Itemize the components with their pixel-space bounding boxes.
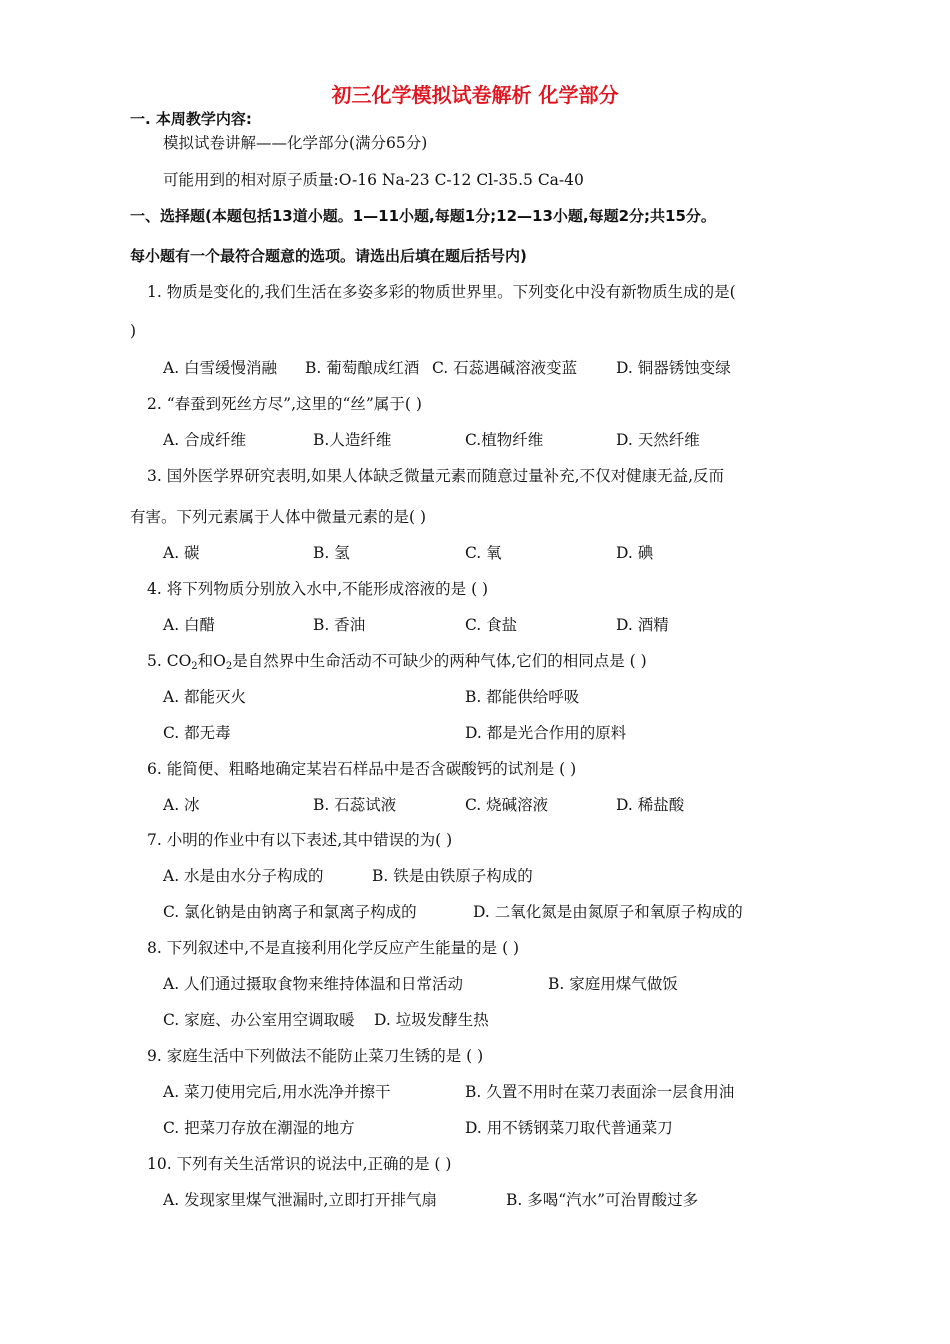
option-d: D. 用不锈钢菜刀取代普通菜刀 xyxy=(465,1119,673,1137)
option-c: C. 把菜刀存放在潮湿的地方 xyxy=(163,1119,355,1137)
question-stem: 10. 下列有关生活常识的说法中,正确的是 ( ) xyxy=(147,1155,452,1173)
question-stem: 3. 国外医学界研究表明,如果人体缺乏微量元素而随意过量补充,不仅对健康无益,反而 xyxy=(147,467,724,485)
option-a: A. 人们通过摄取食物来维持体温和日常活动 xyxy=(163,975,464,993)
option-c: C.植物纤维 xyxy=(465,431,544,449)
option-b: B. 葡萄酿成红酒 xyxy=(305,359,420,377)
atomic-mass-note: 可能用到的相对原子质量:O-16 Na-23 C-12 Cl-35.5 Ca-40 xyxy=(163,171,584,189)
option-b: B. 都能供给呼吸 xyxy=(465,688,580,706)
option-b: B. 香油 xyxy=(313,616,366,634)
option-d: D. 二氧化氮是由氮原子和氧原子构成的 xyxy=(473,903,743,921)
page-title: 初三化学模拟试卷解析 化学部分 xyxy=(331,83,619,107)
option-a: A. 冰 xyxy=(163,796,200,814)
option-c: C. 食盐 xyxy=(465,616,518,634)
question-stem: 2. “春蚕到死丝方尽”,这里的“丝”属于( ) xyxy=(147,395,422,413)
option-b: B. 石蕊试液 xyxy=(313,796,397,814)
option-a: A. 都能灭火 xyxy=(163,688,247,706)
question-stem-cont: 有害。下列元素属于人体中微量元素的是( ) xyxy=(130,508,427,526)
question-stem: 9. 家庭生活中下列做法不能防止菜刀生锈的是 ( ) xyxy=(147,1047,484,1065)
option-b: B.人造纤维 xyxy=(313,431,392,449)
option-a: A. 白雪缓慢消融 xyxy=(163,359,278,377)
question-stem: 1. 物质是变化的,我们生活在多姿多彩的物质世界里。下列变化中没有新物质生成的是( xyxy=(147,283,736,301)
option-a: A. 合成纤维 xyxy=(163,431,247,449)
option-a: A. 白醋 xyxy=(163,616,216,634)
option-d: D. 碘 xyxy=(616,544,654,562)
part-heading: 一、选择题(本题包括13道小题。1—11小题,每题1分;12—13小题,每题2分;共15分。 xyxy=(130,207,716,225)
option-b: B. 氢 xyxy=(313,544,350,562)
option-c: C. 氧 xyxy=(465,544,502,562)
question-stem-cont: ) xyxy=(130,322,137,340)
option-c: C. 氯化钠是由钠离子和氯离子构成的 xyxy=(163,903,417,921)
option-c: C. 石蕊遇碱溶液变蓝 xyxy=(432,359,578,377)
part-heading-cont: 每小题有一个最符合题意的选项。请选出后填在题后括号内) xyxy=(130,247,527,265)
option-c: C. 都无毒 xyxy=(163,724,231,742)
option-a: A. 碳 xyxy=(163,544,200,562)
option-d: D. 天然纤维 xyxy=(616,431,700,449)
option-d: D. 都是光合作用的原料 xyxy=(465,724,627,742)
option-a: A. 水是由水分子构成的 xyxy=(163,867,324,885)
intro-text: 模拟试卷讲解——化学部分(满分65分) xyxy=(163,134,428,152)
section-heading: 一. 本周教学内容: xyxy=(130,110,252,128)
option-c: C. 烧碱溶液 xyxy=(465,796,549,814)
option-b: B. 多喝“汽水”可治胃酸过多 xyxy=(506,1191,699,1209)
option-d: D. 铜器锈蚀变绿 xyxy=(616,359,731,377)
question-stem: 5. $CO_2$和$O_2$是自然界中生命活动不可缺少的两种气体,它们的相同点是 ( ) xyxy=(147,652,647,672)
option-d: D. 稀盐酸 xyxy=(616,796,685,814)
question-stem: 8. 下列叙述中,不是直接利用化学反应产生能量的是 ( ) xyxy=(147,939,520,957)
option-a: A. 发现家里煤气泄漏时,立即打开排气扇 xyxy=(163,1191,437,1209)
option-c: C. 家庭、办公室用空调取暖 xyxy=(163,1011,355,1029)
option-d: D. 垃圾发酵生热 xyxy=(374,1011,489,1029)
question-stem: 7. 小明的作业中有以下表述,其中错误的为( ) xyxy=(147,831,453,849)
option-d: D. 酒精 xyxy=(616,616,669,634)
option-b: B. 久置不用时在菜刀表面涂一层食用油 xyxy=(465,1083,735,1101)
question-stem: 6. 能简便、粗略地确定某岩石样品中是否含碳酸钙的试剂是 ( ) xyxy=(147,760,577,778)
option-a: A. 菜刀使用完后,用水洗净并擦干 xyxy=(163,1083,391,1101)
option-b: B. 家庭用煤气做饭 xyxy=(548,975,678,993)
option-b: B. 铁是由铁原子构成的 xyxy=(372,867,533,885)
question-stem: 4. 将下列物质分别放入水中,不能形成溶液的是 ( ) xyxy=(147,580,489,598)
